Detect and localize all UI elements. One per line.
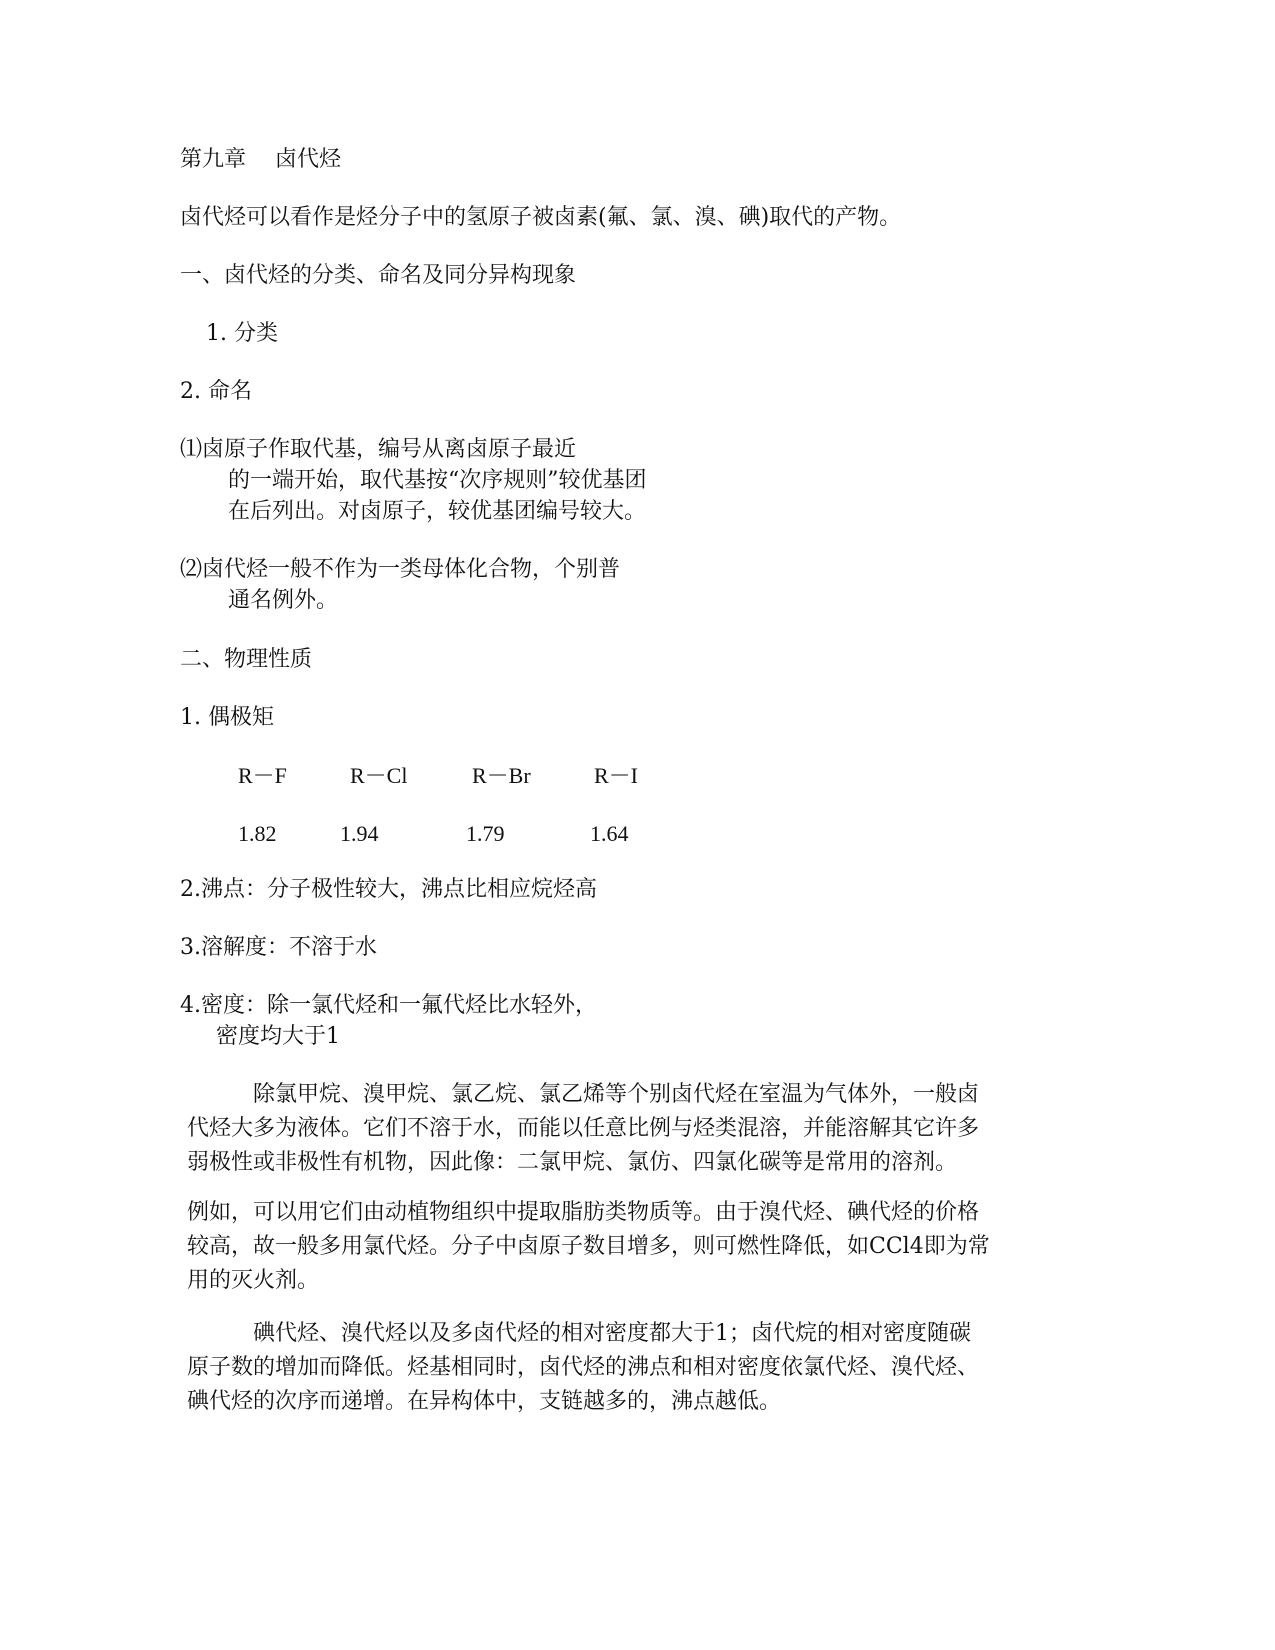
naming-rule1-line3: 在后列出。对卤原子，较优基团编号较大。 [228,499,647,524]
paragraph-extraction-line3: 用的灭火剂。 [187,1268,320,1293]
paragraph-solvents [187,1078,1087,1180]
paragraph-solvents-line3: 弱极性或非极性有机物，因此像：二氯甲烷、氯仿、四氯化碳等是常用的溶剂。 [187,1150,958,1175]
dipole-bond-ri: R－I [594,763,639,788]
paragraph-solvents-line1: 除氯甲烷、溴甲烷、氯乙烷、氯乙烯等个别卤代烃在室温为气体外，一般卤 [187,1082,980,1107]
dipole-value-ri: 1.64 [590,821,629,846]
paragraph-density [187,1317,1087,1419]
paragraph-density-line1: 碘代烃、溴代烃以及多卤代烃的相对密度都大于1；卤代烷的相对密度随碳 [187,1321,971,1346]
boiling-point-item: 2.沸点：分子极性较大，沸点比相应烷烃高 [180,877,597,902]
dipole-value-rcl: 1.94 [340,821,379,846]
paragraph-extraction-line2: 较高，故一般多用氯代烃。分子中卤原子数目增多，则可燃性降低，如CCl4即为常 [187,1234,990,1259]
dipole-item: 1. 偶极矩 [180,705,274,730]
naming-item: 2. 命名 [180,379,252,404]
dipole-value-rf: 1.82 [238,821,277,846]
density-item-line1: 4.密度：除一氯代烃和一氟代烃比水轻外， [180,993,597,1018]
intro-text: 卤代烃可以看作是烃分子中的氢原子被卤素(氟、氯、溴、碘)取代的产物。 [180,205,902,230]
naming-rule2-line1: ⑵卤代烃一般不作为一类母体化合物，个别普 [180,557,621,582]
paragraph-solvents-line2: 代烃大多为液体。它们不溶于水，而能以任意比例与烃类混溶，并能溶解其它许多 [187,1116,980,1141]
section2-heading: 二、物理性质 [180,647,313,672]
naming-rule2-line2: 通名例外。 [228,588,339,613]
paragraph-extraction [187,1196,1087,1298]
dipole-bond-rf: R－F [238,763,287,788]
density-item-line2: 密度均大于1 [216,1024,340,1049]
section1-heading: 一、卤代烃的分类、命名及同分异构现象 [180,263,577,288]
naming-rule1-line2: 的一端开始，取代基按“次序规则”较优基团 [228,468,647,493]
dipole-bond-rbr: R－Br [472,763,531,788]
solubility-item: 3.溶解度：不溶于水 [180,935,377,960]
chapter-title: 第九章 卤代烃 [180,147,341,172]
naming-rule1-line1: ⑴卤原子作取代基，编号从离卤原子最近 [180,437,577,462]
paragraph-extraction-line1: 例如，可以用它们由动植物组织中提取脂肪类物质等。由于溴代烃、碘代烃的价格 [187,1200,980,1225]
paragraph-density-line3: 碘代烃的次序而递增。在异构体中，支链越多的，沸点越低。 [187,1389,782,1414]
classification-item: 1. 分类 [206,321,278,346]
paragraph-density-line2: 原子数的增加而降低。烃基相同时，卤代烃的沸点和相对密度依氯代烃、溴代烃、 [187,1355,980,1380]
dipole-bond-rcl: R－Cl [350,763,408,788]
dipole-value-rbr: 1.79 [466,821,505,846]
